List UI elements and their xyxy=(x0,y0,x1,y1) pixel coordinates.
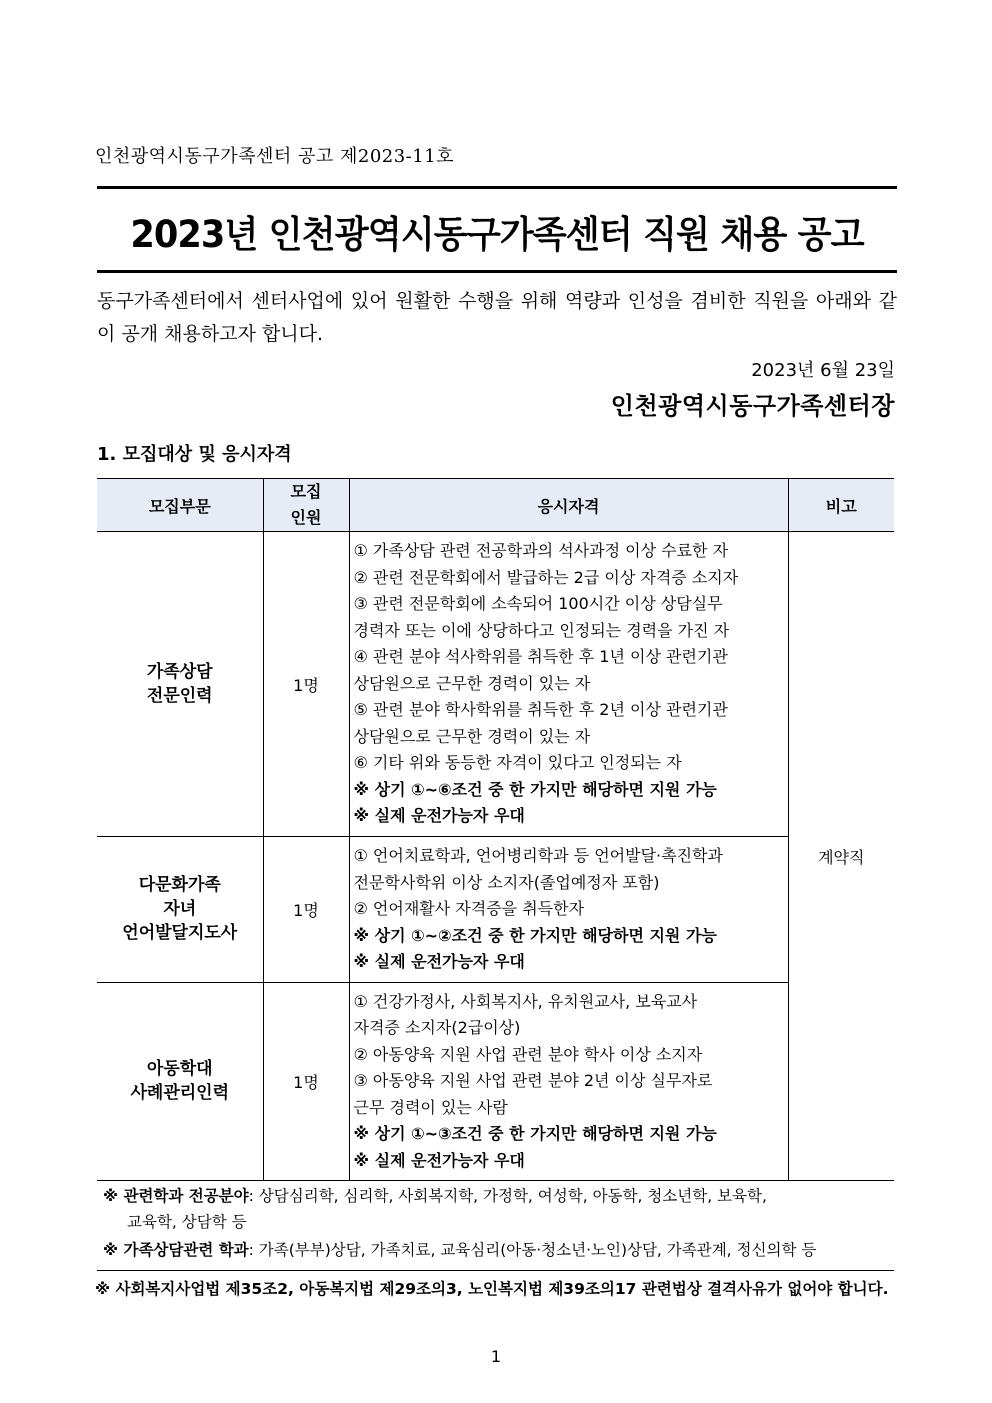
qualification-cell xyxy=(349,532,788,837)
qualification-line: ② 아동양육 지원 사업 관련 분야 학사 이상 소지자 xyxy=(353,1044,703,1064)
department-line: 사례관리인력 xyxy=(130,1083,230,1104)
footnote-text: : 가족(부부)상담, 가족치료, 교육심리(아동·청소년·노인)상담, 가족관계, 정신의학 등 xyxy=(248,1241,817,1259)
footnote-text: : 상담심리학, 심리학, 사회복지학, 가정학, 여성학, 아동학, 청소년학, 보육학, xyxy=(248,1187,767,1205)
qualification-line: 전문학사학위 이상 소지자(졸업예정자 포함) xyxy=(353,872,660,892)
qualification-line: 경력자 또는 이에 상당하다고 인정되는 경력을 가진 자 xyxy=(353,620,730,640)
title-top-rule xyxy=(97,186,897,189)
qualification-line: ③ 관련 전문학회에 소속되어 100시간 이상 상담실무 xyxy=(353,594,723,613)
header-count xyxy=(263,479,349,532)
table-row xyxy=(97,837,894,983)
header-department: 모집부문 xyxy=(97,479,263,532)
law-notice: ※ 사회복지사업법 제35조2, 아동복지법 제29조의3, 노인복지법 제39조의17 관련법상 결격사유가 없어야 합니다. xyxy=(95,1280,889,1298)
table-header-row xyxy=(97,479,894,532)
notice-number: 인천광역시동구가족센터 공고 제2023-11호 xyxy=(95,146,455,167)
count-cell: 1명 xyxy=(263,982,349,1181)
footnote-divider xyxy=(97,1270,894,1271)
footnote-related-majors xyxy=(103,1183,893,1235)
announcement-date: 2023년 6월 23일 xyxy=(751,360,895,381)
qualification-line: ④ 관련 분야 석사학위를 취득한 후 1년 이상 관련기관 xyxy=(353,647,728,666)
qualification-cell xyxy=(349,982,788,1181)
department-line: 아동학대 xyxy=(146,1059,213,1080)
header-count-line1: 모집 xyxy=(290,482,322,501)
note-cell: 계약직 xyxy=(788,532,894,1181)
driver-preference-note: ※ 실제 운전가능자 우대 xyxy=(353,952,525,971)
qualification-line: ③ 아동양육 지원 사업 관련 분야 2년 이상 실무자로 xyxy=(353,1071,713,1090)
section-title: 1. 모집대상 및 응시자격 xyxy=(97,444,292,465)
qualification-line: 상담원으로 근무한 경력이 있는 자 xyxy=(353,726,591,746)
header-qualification: 응시자격 xyxy=(349,479,788,532)
qualification-line: 자격증 소지자(2급이상) xyxy=(353,1018,521,1037)
department-line: 다문화가족 xyxy=(138,875,221,896)
driver-preference-note: ※ 실제 운전가능자 우대 xyxy=(353,1150,525,1170)
qualification-line: ① 건강가정사, 사회복지사, 유치원교사, 보육교사 xyxy=(353,991,698,1011)
footnote-counseling-majors xyxy=(103,1237,893,1263)
qualification-line: 상담원으로 근무한 경력이 있는 자 xyxy=(353,673,591,693)
department-line: 가족상담 xyxy=(146,662,213,682)
department-line: 언어발달지도사 xyxy=(122,923,238,944)
footnote-label: ※ 관련학과 전공분야 xyxy=(103,1187,249,1205)
intro-paragraph: 동구가족센터에서 센터사업에 있어 원활한 수행을 위해 역량과 인성을 겸비한 직원을 아래와 같이 공개 채용하고자 합니다. xyxy=(97,290,897,345)
qualification-line: ① 언어치료학과, 언어병리학과 등 언어발달·촉진학과 xyxy=(353,846,723,865)
qualification-line: ⑥ 기타 위와 동등한 자격이 있다고 인정되는 자 xyxy=(353,753,682,772)
table-row xyxy=(97,982,894,1181)
count-cell: 1명 xyxy=(263,532,349,837)
footnote-label: ※ 가족상담관련 학과 xyxy=(103,1241,249,1259)
signer: 인천광역시동구가족센터장 xyxy=(610,392,895,420)
department-cell xyxy=(97,532,263,837)
header-count-line2: 인원 xyxy=(290,508,322,527)
qualification-line: ② 관련 전문학회에서 발급하는 2급 이상 자격증 소지자 xyxy=(353,567,739,587)
title-bottom-rule xyxy=(97,270,897,273)
qualification-line: ① 가족상담 관련 전공학과의 석사과정 이상 수료한 자 xyxy=(353,541,729,560)
footnote-continuation: 교육학, 상담학 등 xyxy=(127,1213,247,1231)
qualification-line: ⑤ 관련 분야 학사학위를 취득한 후 2년 이상 관련기관 xyxy=(353,700,728,719)
department-line: 전문인력 xyxy=(146,686,213,706)
condition-note: ※ 상기 ①~③조건 중 한 가지만 해당하면 지원 가능 xyxy=(353,1124,717,1143)
page-number: 1 xyxy=(490,1347,502,1366)
header-note: 비고 xyxy=(788,479,894,532)
department-cell xyxy=(97,837,263,983)
condition-note: ※ 상기 ①~②조건 중 한 가지만 해당하면 지원 가능 xyxy=(353,925,717,945)
department-line: 자녀 xyxy=(163,899,197,920)
driver-preference-note: ※ 실제 운전가능자 우대 xyxy=(353,806,525,825)
qualification-cell xyxy=(349,837,788,983)
recruitment-table xyxy=(97,478,894,1181)
page-title: 2023년 인천광역시동구가족센터 직원 채용 공고 xyxy=(130,213,864,256)
condition-note: ※ 상기 ①~⑥조건 중 한 가지만 해당하면 지원 가능 xyxy=(353,779,717,799)
qualification-line: ② 언어재활사 자격증을 취득한자 xyxy=(353,899,585,918)
table-row xyxy=(97,532,894,837)
qualification-line: 근무 경력이 있는 사람 xyxy=(353,1097,508,1117)
count-cell: 1명 xyxy=(263,837,349,983)
department-cell xyxy=(97,982,263,1181)
